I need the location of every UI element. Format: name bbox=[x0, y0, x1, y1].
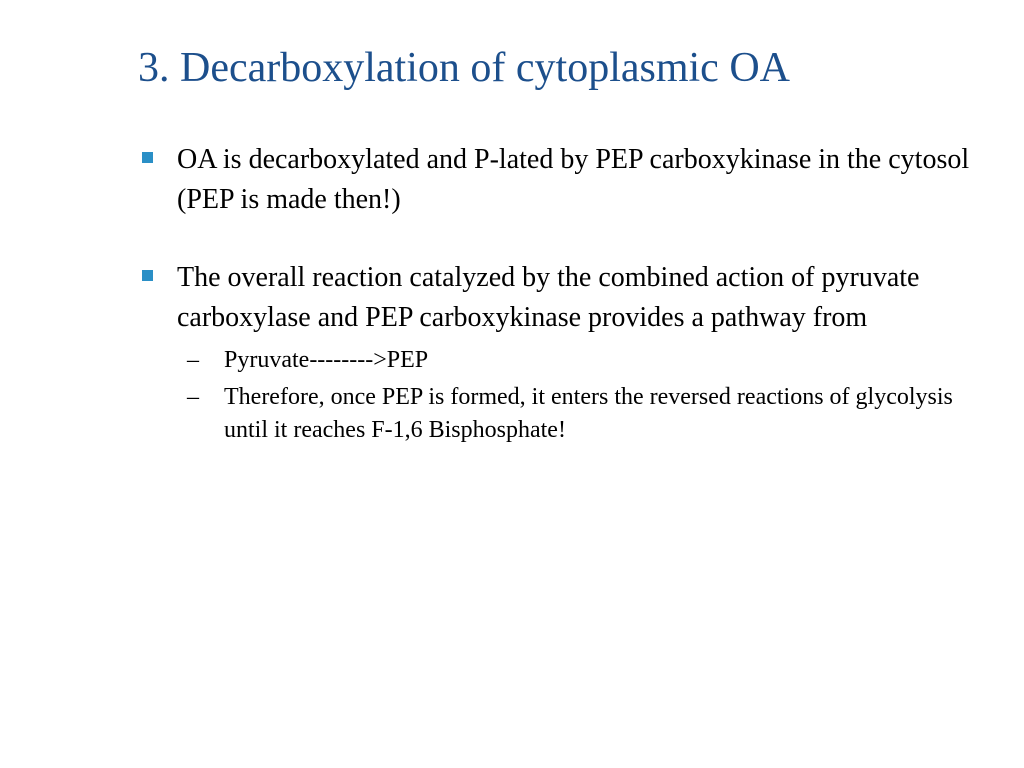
bullet-text: The overall reaction catalyzed by the combined action of pyruvate carboxylase and PEP carboxykinase provides a pathway from bbox=[177, 262, 920, 333]
bullet-list bbox=[140, 140, 1000, 451]
slide-title: 3. Decarboxylation of cytoplasmic OA bbox=[138, 45, 790, 91]
sub-bullet-text: Pyruvate-------->PEP bbox=[224, 347, 429, 373]
sub-bullet-list bbox=[177, 344, 1000, 447]
dash-bullet: – bbox=[187, 347, 199, 373]
bullet-text: OA is decarboxylated and P-lated by PEP carboxykinase in the cytosol (PEP is made then!) bbox=[177, 144, 970, 215]
sub-bullet-item bbox=[177, 381, 1000, 447]
dash-bullet: – bbox=[187, 384, 199, 410]
sub-bullet-item bbox=[177, 344, 1000, 377]
bullet-item bbox=[140, 258, 1000, 447]
square-bullet-icon bbox=[142, 152, 153, 163]
sub-bullet-text: Therefore, once PEP is formed, it enters the reversed reactions of glycolysis until it reaches F-1,6 Bisphosphate! bbox=[224, 384, 953, 443]
bullet-item bbox=[140, 140, 1000, 220]
square-bullet-icon bbox=[142, 270, 153, 281]
